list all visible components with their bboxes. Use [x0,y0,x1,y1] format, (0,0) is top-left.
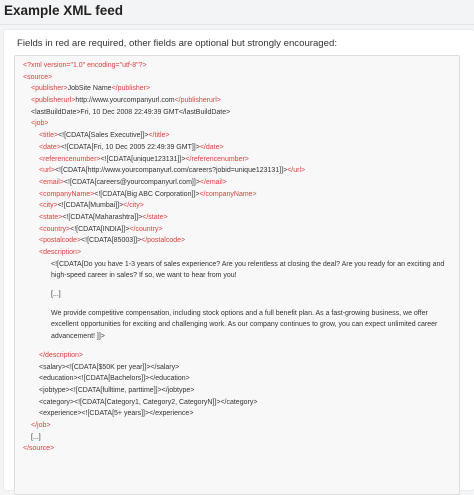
jobtype-text: <jobtype><![CDATA[fulltime, parttime]]></jobtype> [39,386,195,394]
date-close-tag: </date> [199,143,224,151]
experience-text: <experience><![CDATA[5+ years]]></experience> [39,410,194,418]
country-line [15,224,459,236]
publisherurl-close-tag: </publisherurl> [174,97,221,105]
referencenumber-close-tag: </referencenumber> [185,155,249,163]
description-text-line [15,259,459,271]
source-close-line [15,443,459,455]
title-close-tag: </title> [148,132,170,140]
source-close-tag: </source> [23,445,55,453]
title-value: <![CDATA[Sales Executive]]> [58,132,149,140]
country-open-tag: <country> [39,225,71,233]
description-text-2: high-speed career in sales? If so, we want to hear from you! [51,272,237,280]
publisher-close-tag: </publisher> [111,85,151,93]
salary-line [15,362,459,374]
xml-declaration [15,60,459,72]
date-open-tag: <date> [39,143,61,151]
date-value: <![CDATA[Fri, 10 Dec 2005 22:49:39 GMT]]> [60,143,200,151]
page-header [0,0,474,25]
description-text-4: excellent opportunities for exciting and challenging work. As our company continues to grow, you can expect unlimited career [51,321,438,329]
description-text-3: We provide competitive compensation, including stock options and a full benefit plan. As a fast-growing business, we offer [51,309,428,317]
page-title: Example XML feed [4,3,124,18]
country-value: <![CDATA[INDIA]]> [70,225,130,233]
publisher-line [15,83,459,95]
date-line [15,142,459,154]
state-line [15,212,459,224]
city-value: <![CDATA[Mumbai]]> [57,202,124,210]
description-open-tag: <description> [39,249,82,256]
blank-line [15,282,459,289]
publisher-open-tag: <publisher> [31,85,68,93]
job-open-line [15,118,459,130]
blank-line [15,343,459,350]
source-open-tag: <source> [23,73,53,81]
companyname-value: <![CDATA[Big ABC Corporation]]> [94,190,200,198]
companyname-line [15,189,459,201]
title-line [15,130,459,142]
city-open-tag: <city> [39,202,58,210]
postalcode-value: <![CDATA[85003]]> [81,237,142,245]
category-line [15,397,459,409]
salary-text: <salary><![CDATA[$50K per year]]></salary> [39,363,180,371]
description-text-line [15,319,459,331]
companyname-open-tag: <companyName> [39,190,95,198]
description-ellipsis-line [15,289,459,301]
publisherurl-open-tag: <publisherurl> [31,97,76,105]
lastbuilddate-text: <lastBuildDate>Fri, 10 Dec 2008 22:49:39 GMT</lastBuildDate> [31,108,231,116]
email-close-tag: </email> [199,178,227,186]
job-close-line [15,420,459,432]
description-text-line [15,270,459,282]
city-close-tag: </city> [123,202,144,210]
xml-decl-text: <?xml version="1.0" encoding="utf-8"?> [23,62,147,69]
lastbuilddate-line [15,107,459,119]
description-close-tag: </description> [39,351,83,359]
state-close-tag: </state> [142,213,168,221]
postalcode-open-tag: <postalcode> [39,237,82,245]
description-close-line [15,350,459,362]
more-jobs-ellipsis: [...] [31,433,41,441]
url-line [15,165,459,177]
description-ellipsis: [...] [51,291,61,299]
description-open-line [15,247,459,259]
jobtype-line [15,385,459,397]
description-text-line [15,308,459,320]
email-value: <![CDATA[careers@yourcompanyurl.com]]> [63,178,200,186]
postalcode-close-tag: </postalcode> [141,237,186,245]
url-value: <![CDATA[http://www.yourcompanyurl.com/careers?jobid=unique123131]]> [54,167,288,175]
publisher-value: JobSite Name [67,85,112,93]
content-panel [3,29,474,491]
email-line [15,177,459,189]
email-open-tag: <email> [39,178,64,186]
referencenumber-value: <![CDATA[unique123131]]> [100,155,186,163]
referencenumber-open-tag: <referencenumber> [39,155,101,163]
state-open-tag: <state> [39,213,63,221]
state-value: <![CDATA[Maharashtra]]> [62,213,143,221]
postalcode-line [15,235,459,247]
companyname-close-tag: </companyName> [199,190,257,198]
source-open-line [15,72,459,84]
blank-line [15,301,459,308]
country-close-tag: </country> [129,225,163,233]
education-line [15,373,459,385]
more-jobs-line [15,432,459,444]
publisherurl-value: http://www.yourcompanyurl.com [75,97,175,105]
category-text: <category><![CDATA[Category1, Category2, CategoryN]]></category> [39,398,258,406]
referencenumber-line [15,154,459,166]
title-open-tag: <title> [39,132,59,140]
intro-text: Fields in red are required, other fields are optional but strongly encouraged: [17,38,337,49]
xml-code-block[interactable] [14,55,460,495]
job-open-tag: <job> [31,120,49,128]
description-text-1: <![CDATA[Do you have 1-3 years of sales experience? Are you relentless at closing the deal? Are you ready for an exciting and [51,260,445,268]
job-close-tag: </job> [31,421,51,429]
url-close-tag: </url> [287,167,306,175]
experience-line [15,408,459,420]
education-text: <education><![CDATA[Bachelors]]></education> [39,375,190,383]
description-text-line [15,331,459,343]
url-open-tag: <url> [39,167,55,175]
description-text-5: advancement! ]]> [51,333,105,341]
publisherurl-line [15,95,459,107]
city-line [15,200,459,212]
